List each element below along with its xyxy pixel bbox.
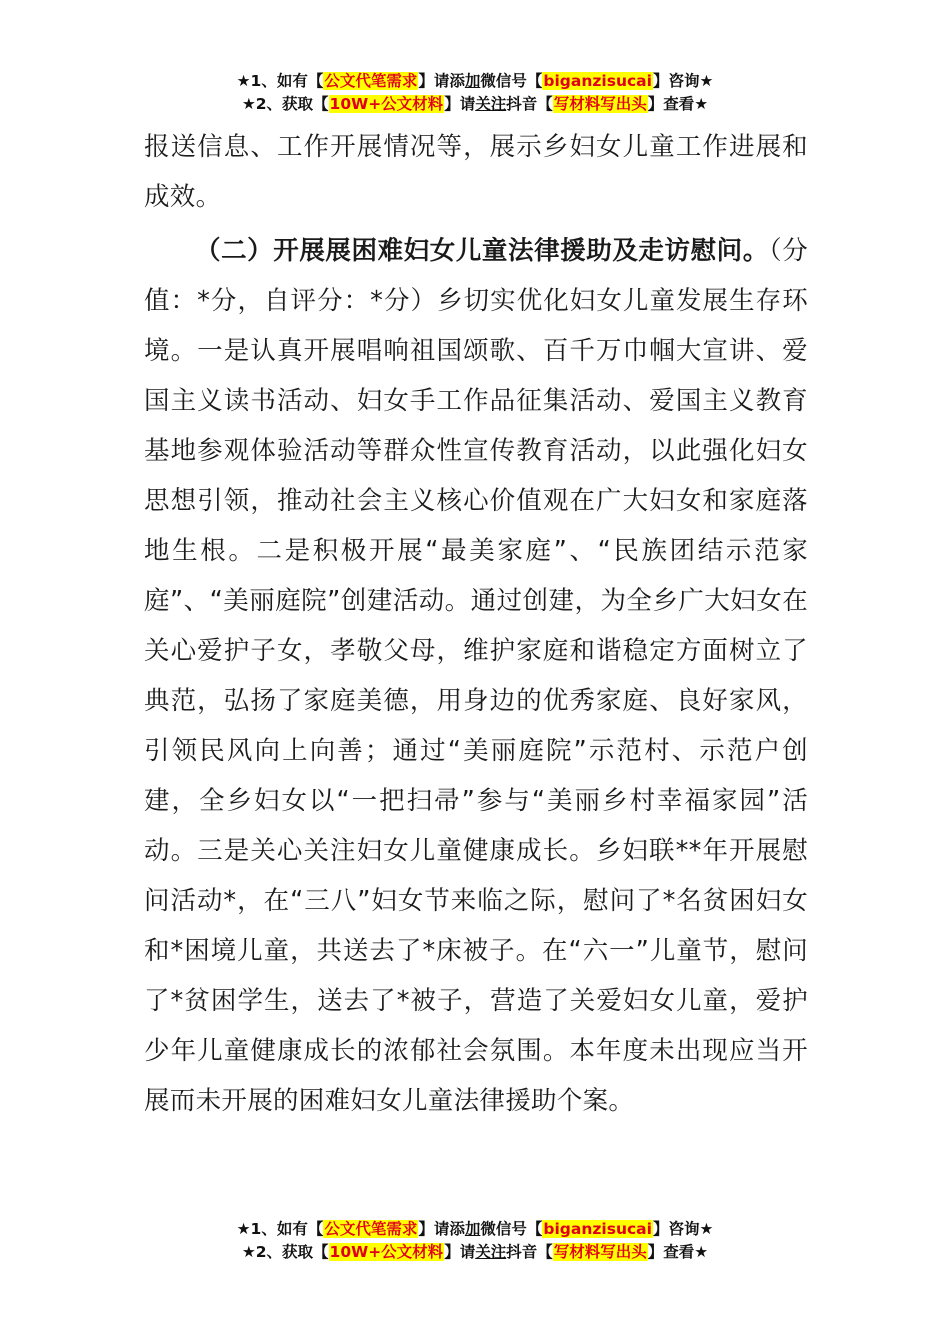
highlight-ghostwriting: 公文代笔需求 [324, 72, 418, 90]
footer-banner [0, 1218, 950, 1264]
header-banner [0, 70, 950, 116]
highlight-wechat-id: biganzisucai [543, 1220, 652, 1238]
banner-text: ★1、如有【 [236, 72, 324, 90]
continued-paragraph: 报送信息、工作开展情况等，展示乡妇女儿童工作进展和成效。 [144, 132, 808, 212]
banner-text: 】请添 [418, 72, 465, 90]
banner-text: ★2、获取【 [241, 1243, 329, 1261]
banner-text: 抖音【 [506, 1243, 553, 1261]
highlight-ghostwriting: 公文代笔需求 [324, 1220, 418, 1238]
document-body [144, 122, 808, 1126]
banner-text: 】咨询★ [652, 72, 714, 90]
banner-text: 】请添 [418, 1220, 465, 1238]
banner-text: 】咨询★ [652, 1220, 714, 1238]
highlight-materials: 10W+公文材料 [329, 95, 444, 113]
banner-text: 】请 [444, 1243, 476, 1261]
banner-line-2 [0, 93, 950, 116]
section-body: （分值：*分，自评分：*分）乡切实优化妇女儿童发展生存环境。一是认真开展唱响祖国颂歌、百千万巾帼大宣讲、爱国主义读书活动、妇女手工作品征集活动、爱国主义教育基地参观体验活动等群众性宣传教育活动，以此强化妇女思想引领，推动社会主义核心价值观在广大妇女和家庭落地生根。二是积极开展“最美家庭”、“民族团结示范家庭”、“美丽庭院”创建活动。通过创建，为全乡广大妇女在关心爱护子女，孝敬父母，维护家庭和谐稳定方面树立了典范，弘扬了家庭美德，用身边的优秀家庭、良好家风，引领民风向上向善；通过“美丽庭院”示范村、示范户创建，全乡妇女以“一把扫帚”参与“美丽乡村幸福家园”活动。三是关心关注妇女儿童健康成长。乡妇联**年开展慰问活动*，在“三八”妇女节来临之际，慰问了*名贫困妇女和*困境儿童，共送去了*床被子。在“六一”儿童节，慰问了*贫困学生，送去了*被子，营造了关爱妇女儿童，爱护少年儿童健康成长的浓郁社会氛围。本年度未出现应当开展而未开展的困难妇女儿童法律援助个案。 [144, 236, 808, 1116]
banner-text: ★2、获取【 [241, 95, 329, 113]
banner-underlined-text: 关注 [475, 1243, 507, 1261]
banner-underlined-text: 加 [464, 72, 481, 90]
banner-text: 】查看★ [647, 1243, 709, 1261]
banner-underlined-text: 加 [464, 1220, 481, 1238]
banner-text: 抖音【 [506, 95, 553, 113]
highlight-materials: 10W+公文材料 [329, 1243, 444, 1261]
banner-line-2 [0, 1241, 950, 1264]
highlight-douyin-account: 写材料写出头 [553, 1243, 647, 1261]
banner-text: 】查看★ [647, 95, 709, 113]
banner-text: 】请 [444, 95, 476, 113]
highlight-wechat-id: biganzisucai [543, 72, 652, 90]
banner-text: 微信号【 [480, 72, 543, 90]
banner-underlined-text: 关注 [475, 95, 507, 113]
banner-text: 微信号【 [480, 1220, 543, 1238]
banner-line-1 [0, 70, 950, 93]
highlight-douyin-account: 写材料写出头 [553, 95, 647, 113]
section-heading: （二）开展展困难妇女儿童法律援助及走访慰问。 [195, 236, 769, 266]
section-paragraph [144, 226, 808, 1126]
banner-line-1 [0, 1218, 950, 1241]
banner-text: ★1、如有【 [236, 1220, 324, 1238]
